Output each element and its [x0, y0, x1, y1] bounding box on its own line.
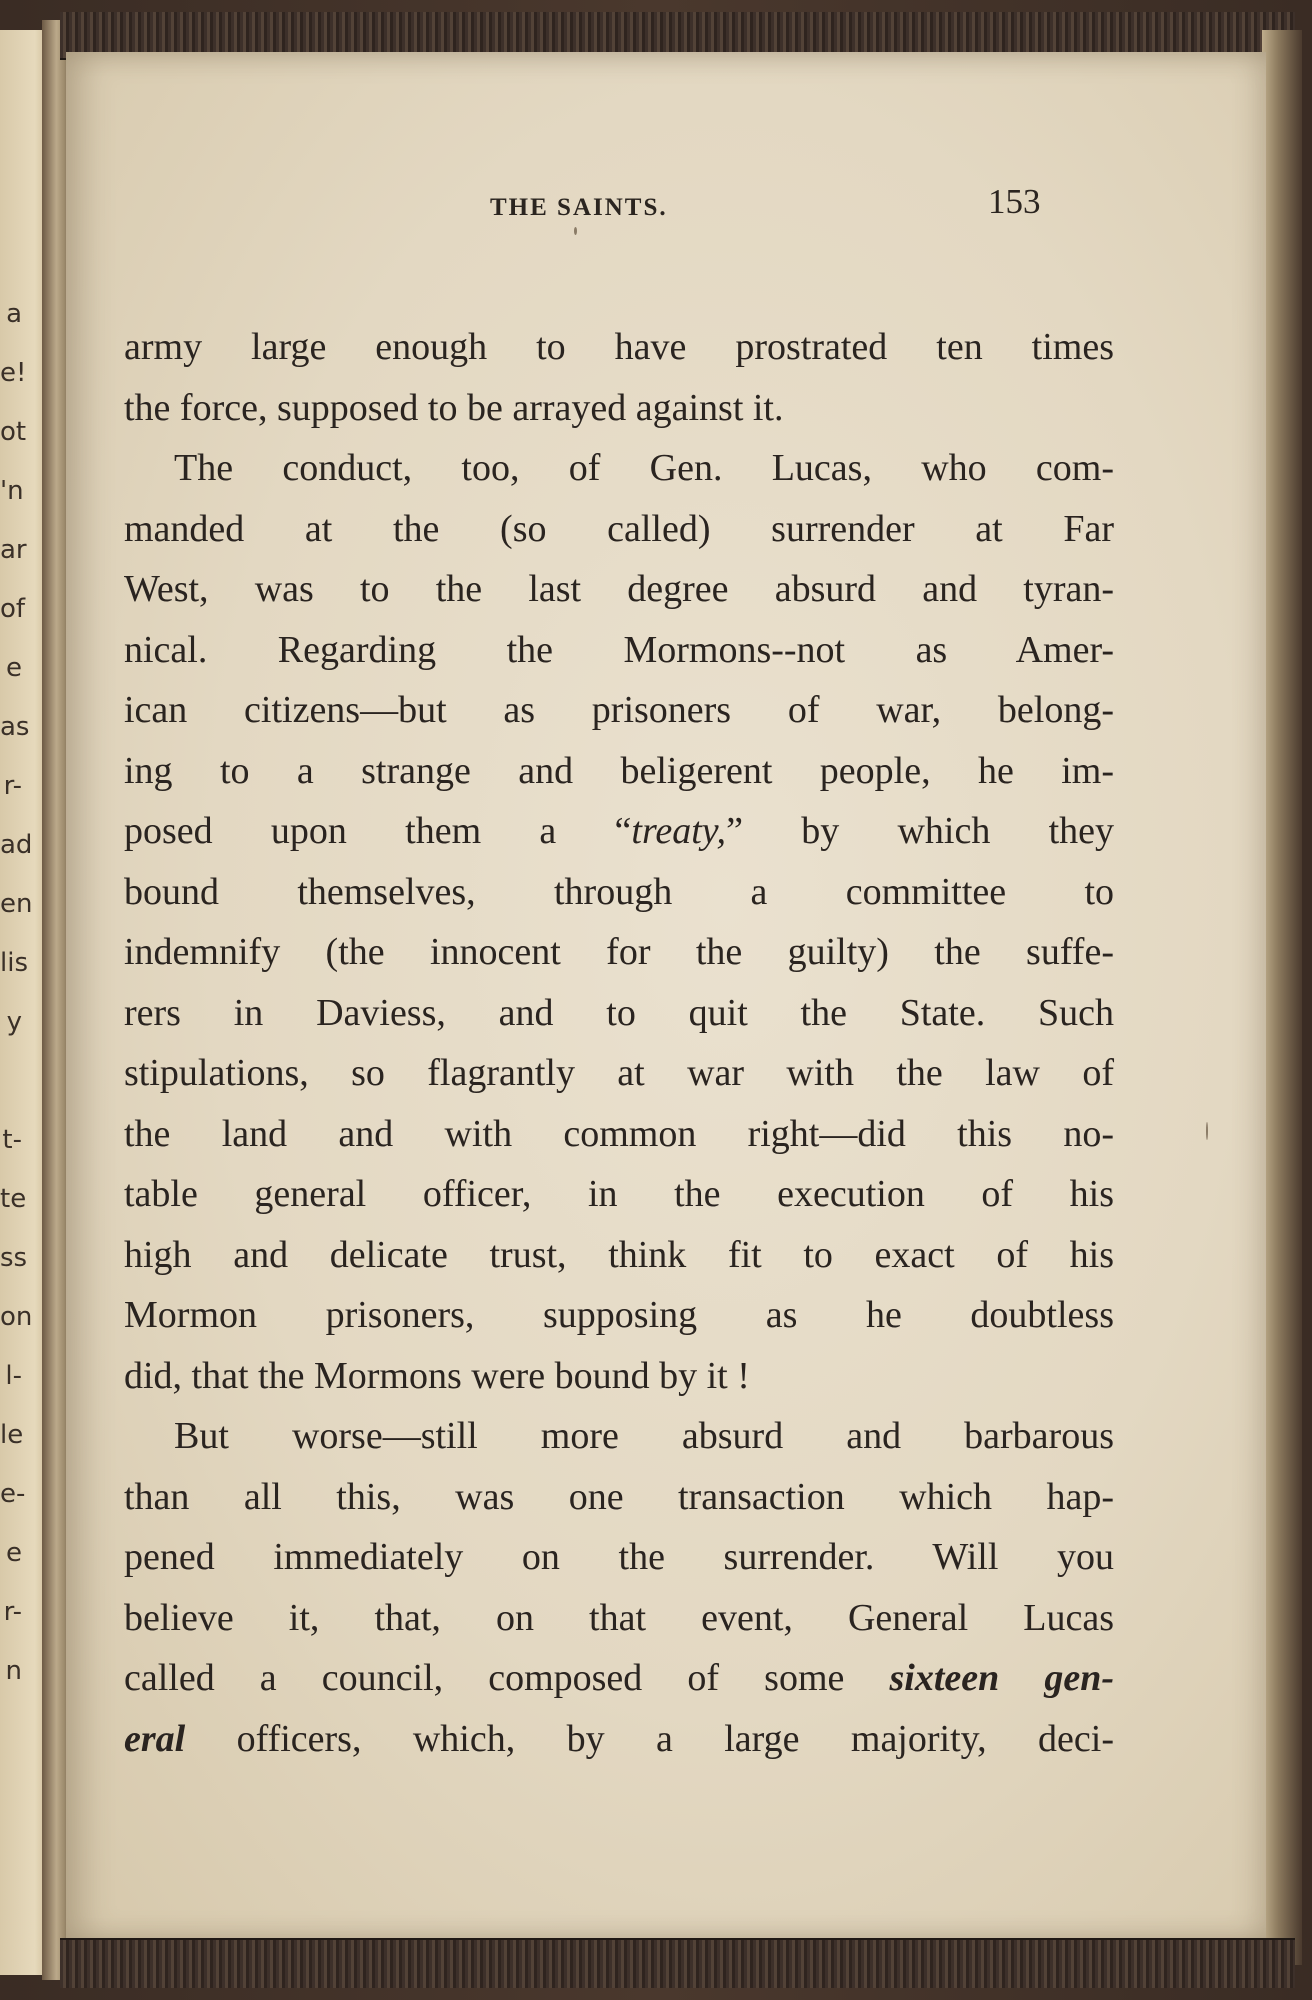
bottom-page-edge [60, 1938, 1295, 1988]
fragment-line: e [6, 653, 22, 683]
text-line: the force, supposed to be arrayed against it. [124, 386, 784, 429]
body-text [124, 317, 1114, 1769]
text-line: pened immediately on the surrender. Will you [124, 1536, 1114, 1578]
fragment-line: ar [0, 535, 27, 565]
fragment-line: en [0, 889, 33, 919]
fragment-line: e! [0, 358, 27, 388]
fragment-line: of [0, 594, 26, 624]
text-line [124, 1709, 1114, 1770]
previous-page-text-fragments [0, 285, 33, 1701]
right-page-edge [1262, 30, 1302, 1965]
text-line: the land and with common right—did this no- [124, 1112, 1114, 1155]
text-line: ing to a strange and beligerent people, he im- [124, 749, 1114, 792]
text-line: high and delicate trust, think fit to exact of his [124, 1233, 1114, 1276]
fragment-line: r- [3, 771, 22, 801]
fragment-line: e [6, 1538, 22, 1568]
text-line: did, that the Mormons were bound by it ! [124, 1354, 750, 1397]
fragment-line: as [0, 712, 30, 742]
running-head [66, 182, 1266, 232]
book-page [66, 52, 1266, 1942]
italic-text-run: sixteen gen- [889, 1657, 1114, 1699]
text-line [124, 1648, 1114, 1709]
text-line: West, was to the last degree absurd and tyran- [124, 568, 1114, 610]
fragment-line: on [0, 1302, 33, 1332]
text-run: officers, which, by a large majority, deci- [185, 1717, 1114, 1760]
fragment-line: le [0, 1420, 24, 1450]
running-head-title: THE SAINTS. [490, 194, 668, 221]
fragment-line: y [6, 1007, 22, 1037]
text-run: ” by which they [726, 810, 1115, 852]
text-line: army large enough to have prostrated ten times [124, 326, 1114, 368]
italic-text-run: eral [124, 1717, 186, 1760]
text-line [124, 801, 1114, 862]
text-line: bound themselves, through a committee to [124, 870, 1114, 913]
text-run: posed upon them a “ [124, 810, 632, 852]
text-line: manded at the (so called) surrender at Far [124, 507, 1114, 550]
text-line: stipulations, so flagrantly at war with the law of [124, 1052, 1114, 1094]
page-number: 153 [988, 182, 1041, 221]
text-line: nical. Regarding the Mormons--not as Amer- [124, 628, 1114, 671]
fragment-line: l- [5, 1361, 22, 1391]
fragment-line: e- [0, 1479, 26, 1509]
fragment-line [0, 1052, 22, 1111]
text-line: indemnify (the innocent for the guilty) the suffe- [124, 931, 1114, 973]
paragraph-start-line: But worse—still more absurd and barbarous [174, 1415, 1114, 1457]
fragment-line: ss [0, 1243, 28, 1273]
fragment-line: ad [0, 830, 33, 860]
paragraph-start-line: The conduct, too, of Gen. Lucas, who com- [174, 447, 1114, 489]
text-line: ican citizens—but as prisoners of war, belong- [124, 689, 1114, 731]
fragment-line: lis [0, 948, 28, 978]
fragment-line: t- [2, 1125, 22, 1155]
paper-speck [574, 227, 577, 235]
fragment-line: te [0, 1184, 27, 1214]
text-line: rers in Daviess, and to quit the State. Such [124, 991, 1114, 1034]
text-line: table general officer, in the execution of his [124, 1173, 1114, 1215]
fragment-line: 'n [0, 476, 24, 506]
text-line: than all this, was one transaction which hap- [124, 1475, 1114, 1518]
italic-text-run: treaty, [631, 810, 727, 852]
text-run: called a council, composed of some [124, 1657, 890, 1699]
fragment-line: ot [0, 417, 27, 447]
text-line: Mormon prisoners, supposing as he doubtless [124, 1294, 1114, 1336]
paper-speck [1206, 1122, 1208, 1140]
fragment-line: a [6, 299, 22, 329]
fragment-line: n [5, 1656, 22, 1686]
fragment-line: r- [3, 1597, 22, 1627]
text-line: believe it, that, on that event, General Lucas [124, 1596, 1114, 1639]
